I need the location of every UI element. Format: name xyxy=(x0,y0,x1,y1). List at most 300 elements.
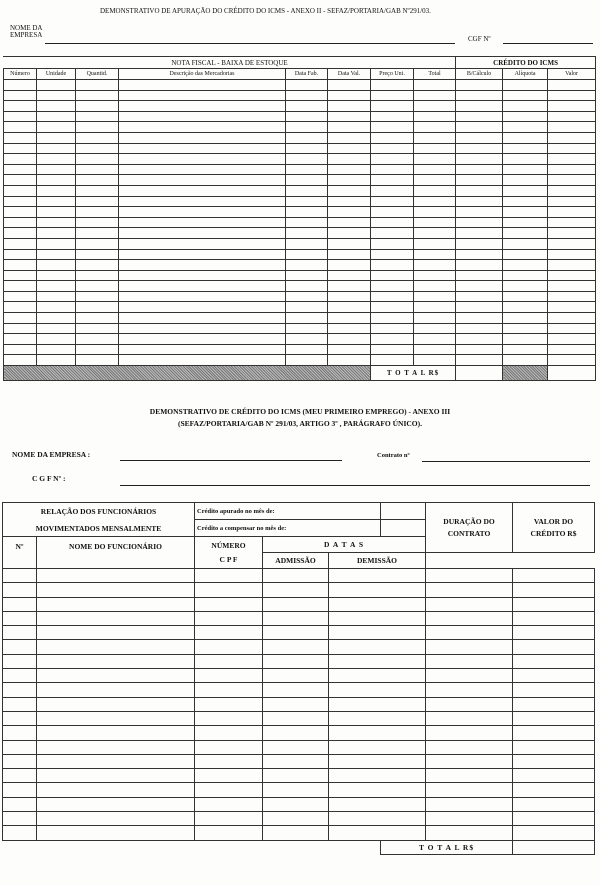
anexo3-cell[interactable] xyxy=(195,640,263,654)
anexo2-cell[interactable] xyxy=(119,334,286,345)
anexo2-cell[interactable] xyxy=(548,291,596,302)
anexo3-cell[interactable] xyxy=(37,783,195,797)
anexo2-cell[interactable] xyxy=(76,217,119,228)
anexo3-cell[interactable] xyxy=(263,726,329,740)
anexo2-cell[interactable] xyxy=(456,302,503,313)
anexo3-cell[interactable] xyxy=(3,640,37,654)
anexo2-cell[interactable] xyxy=(328,313,371,324)
anexo2-cell[interactable] xyxy=(76,143,119,154)
anexo2-cell[interactable] xyxy=(4,323,37,334)
anexo2-cell[interactable] xyxy=(456,207,503,218)
anexo2-cell[interactable] xyxy=(414,249,456,260)
anexo2-cell[interactable] xyxy=(371,355,414,366)
anexo2-cell[interactable] xyxy=(286,323,328,334)
anexo2-cell[interactable] xyxy=(503,323,548,334)
anexo2-cell[interactable] xyxy=(119,154,286,165)
anexo2-cell[interactable] xyxy=(371,344,414,355)
anexo2-cell[interactable] xyxy=(414,90,456,101)
anexo2-cell[interactable] xyxy=(328,291,371,302)
anexo2-cell[interactable] xyxy=(328,281,371,292)
anexo2-cell[interactable] xyxy=(119,344,286,355)
anexo2-cell[interactable] xyxy=(4,291,37,302)
anexo2-cell[interactable] xyxy=(456,313,503,324)
anexo2-cell[interactable] xyxy=(328,207,371,218)
anexo3-cell[interactable] xyxy=(37,583,195,597)
anexo3-cell[interactable] xyxy=(3,611,37,625)
anexo2-cell[interactable] xyxy=(414,122,456,133)
anexo2-cell[interactable] xyxy=(76,270,119,281)
anexo3-cell[interactable] xyxy=(329,812,426,826)
anexo3-cell[interactable] xyxy=(263,597,329,611)
anexo2-cell[interactable] xyxy=(371,143,414,154)
anexo3-cell[interactable] xyxy=(513,640,595,654)
anexo3-cell[interactable] xyxy=(263,769,329,783)
anexo3-cell[interactable] xyxy=(195,626,263,640)
anexo3-cell[interactable] xyxy=(426,669,513,683)
anexo3-cell[interactable] xyxy=(3,726,37,740)
anexo2-cell[interactable] xyxy=(286,270,328,281)
anexo2-cell[interactable] xyxy=(456,132,503,143)
anexo2-cell[interactable] xyxy=(456,344,503,355)
anexo2-cell[interactable] xyxy=(503,302,548,313)
anexo2-cell[interactable] xyxy=(119,175,286,186)
anexo2-cell[interactable] xyxy=(371,228,414,239)
anexo2-total-bcalc[interactable] xyxy=(456,366,503,381)
anexo3-cell[interactable] xyxy=(195,826,263,840)
anexo2-cell[interactable] xyxy=(548,90,596,101)
anexo2-cell[interactable] xyxy=(503,101,548,112)
anexo3-cell[interactable] xyxy=(513,812,595,826)
anexo2-cell[interactable] xyxy=(414,164,456,175)
anexo3-cell[interactable] xyxy=(37,626,195,640)
anexo3-cell[interactable] xyxy=(329,769,426,783)
anexo2-cell[interactable] xyxy=(371,281,414,292)
anexo2-cell[interactable] xyxy=(328,217,371,228)
anexo3-cell[interactable] xyxy=(37,740,195,754)
anexo2-cell[interactable] xyxy=(456,270,503,281)
anexo3-cell[interactable] xyxy=(263,683,329,697)
anexo2-cell[interactable] xyxy=(119,249,286,260)
anexo2-cell[interactable] xyxy=(503,228,548,239)
anexo2-cell[interactable] xyxy=(503,90,548,101)
anexo2-cell[interactable] xyxy=(37,249,76,260)
anexo2-cell[interactable] xyxy=(414,260,456,271)
anexo2-cell[interactable] xyxy=(286,228,328,239)
anexo2-cell[interactable] xyxy=(4,270,37,281)
anexo2-cell[interactable] xyxy=(328,355,371,366)
anexo3-cell[interactable] xyxy=(513,826,595,840)
anexo3-cell[interactable] xyxy=(263,569,329,583)
anexo2-cell[interactable] xyxy=(76,175,119,186)
anexo3-cell[interactable] xyxy=(37,569,195,583)
anexo2-cell[interactable] xyxy=(37,132,76,143)
anexo3-cell[interactable] xyxy=(329,797,426,811)
anexo2-cell[interactable] xyxy=(4,313,37,324)
anexo3-cell[interactable] xyxy=(329,626,426,640)
anexo3-cell[interactable] xyxy=(37,597,195,611)
anexo2-cell[interactable] xyxy=(548,260,596,271)
anexo2-cell[interactable] xyxy=(286,313,328,324)
anexo3-cell[interactable] xyxy=(3,654,37,668)
anexo2-cell[interactable] xyxy=(76,238,119,249)
anexo2-cell[interactable] xyxy=(76,249,119,260)
anexo3-cell[interactable] xyxy=(195,697,263,711)
anexo3-cell[interactable] xyxy=(263,826,329,840)
anexo3-cell[interactable] xyxy=(263,583,329,597)
anexo2-cell[interactable] xyxy=(119,101,286,112)
anexo2-cell[interactable] xyxy=(456,122,503,133)
anexo2-cell[interactable] xyxy=(76,228,119,239)
anexo3-cell[interactable] xyxy=(3,683,37,697)
anexo3-cell[interactable] xyxy=(263,611,329,625)
anexo2-cell[interactable] xyxy=(286,143,328,154)
anexo3-cell[interactable] xyxy=(3,697,37,711)
anexo2-cell[interactable] xyxy=(548,132,596,143)
anexo2-cell[interactable] xyxy=(37,238,76,249)
anexo2-cell[interactable] xyxy=(286,164,328,175)
anexo2-cell[interactable] xyxy=(548,196,596,207)
anexo2-cell[interactable] xyxy=(4,249,37,260)
anexo2-cell[interactable] xyxy=(503,164,548,175)
anexo2-cell[interactable] xyxy=(503,260,548,271)
anexo2-cell[interactable] xyxy=(286,175,328,186)
anexo3-cell[interactable] xyxy=(263,783,329,797)
anexo2-cell[interactable] xyxy=(76,344,119,355)
anexo2-cell[interactable] xyxy=(414,334,456,345)
anexo3-cell[interactable] xyxy=(195,669,263,683)
anexo2-cell[interactable] xyxy=(456,80,503,91)
anexo2-cell[interactable] xyxy=(328,196,371,207)
anexo2-cell[interactable] xyxy=(119,185,286,196)
anexo3-cell[interactable] xyxy=(263,654,329,668)
anexo2-cell[interactable] xyxy=(119,260,286,271)
anexo2-cell[interactable] xyxy=(328,111,371,122)
anexo3-cell[interactable] xyxy=(513,683,595,697)
anexo3-cell[interactable] xyxy=(195,611,263,625)
anexo3-cell[interactable] xyxy=(195,726,263,740)
anexo2-cell[interactable] xyxy=(76,101,119,112)
anexo3-cell[interactable] xyxy=(426,754,513,768)
anexo2-cell[interactable] xyxy=(414,80,456,91)
anexo3-cell[interactable] xyxy=(195,569,263,583)
anexo3-cell[interactable] xyxy=(329,683,426,697)
anexo2-cell[interactable] xyxy=(119,281,286,292)
anexo2-cell[interactable] xyxy=(37,154,76,165)
anexo3-cell[interactable] xyxy=(195,740,263,754)
anexo3-cell[interactable] xyxy=(329,697,426,711)
anexo2-cell[interactable] xyxy=(503,334,548,345)
anexo2-cell[interactable] xyxy=(4,281,37,292)
anexo2-cell[interactable] xyxy=(37,164,76,175)
anexo3-cell[interactable] xyxy=(195,597,263,611)
anexo2-cell[interactable] xyxy=(371,164,414,175)
anexo2-cell[interactable] xyxy=(503,154,548,165)
anexo2-cell[interactable] xyxy=(286,355,328,366)
anexo2-cell[interactable] xyxy=(548,122,596,133)
anexo2-cell[interactable] xyxy=(548,175,596,186)
anexo2-cell[interactable] xyxy=(119,323,286,334)
anexo2-cell[interactable] xyxy=(4,217,37,228)
anexo2-cell[interactable] xyxy=(503,143,548,154)
anexo2-cell[interactable] xyxy=(119,132,286,143)
anexo3-cell[interactable] xyxy=(3,769,37,783)
anexo3-cell[interactable] xyxy=(195,797,263,811)
anexo2-cell[interactable] xyxy=(286,154,328,165)
anexo2-cell[interactable] xyxy=(76,355,119,366)
anexo3-cell[interactable] xyxy=(426,826,513,840)
anexo3-cell[interactable] xyxy=(426,626,513,640)
anexo2-cell[interactable] xyxy=(548,207,596,218)
anexo2-cell[interactable] xyxy=(4,111,37,122)
anexo2-cell[interactable] xyxy=(4,228,37,239)
anexo2-cell[interactable] xyxy=(286,185,328,196)
anexo2-cell[interactable] xyxy=(37,291,76,302)
anexo3-cell[interactable] xyxy=(195,711,263,725)
anexo2-cell[interactable] xyxy=(76,334,119,345)
anexo2-cell[interactable] xyxy=(548,101,596,112)
anexo3-contrato-field[interactable] xyxy=(422,461,590,462)
anexo2-cell[interactable] xyxy=(328,260,371,271)
anexo2-cell[interactable] xyxy=(37,185,76,196)
anexo2-cell[interactable] xyxy=(328,249,371,260)
anexo3-cell[interactable] xyxy=(3,626,37,640)
anexo3-cell[interactable] xyxy=(37,726,195,740)
anexo2-cell[interactable] xyxy=(414,196,456,207)
anexo2-cell[interactable] xyxy=(503,122,548,133)
anexo2-cell[interactable] xyxy=(37,302,76,313)
anexo2-cell[interactable] xyxy=(548,302,596,313)
anexo2-cell[interactable] xyxy=(371,270,414,281)
anexo2-cell[interactable] xyxy=(37,323,76,334)
anexo2-cell[interactable] xyxy=(371,313,414,324)
anexo2-cell[interactable] xyxy=(548,355,596,366)
anexo2-cell[interactable] xyxy=(414,270,456,281)
anexo3-cell[interactable] xyxy=(513,626,595,640)
anexo2-cell[interactable] xyxy=(4,175,37,186)
anexo2-cell[interactable] xyxy=(414,175,456,186)
anexo3-cell[interactable] xyxy=(513,740,595,754)
anexo2-cell[interactable] xyxy=(37,175,76,186)
anexo3-cell[interactable] xyxy=(513,597,595,611)
anexo2-cell[interactable] xyxy=(503,344,548,355)
anexo2-cell[interactable] xyxy=(548,185,596,196)
anexo2-cell[interactable] xyxy=(371,132,414,143)
anexo2-cell[interactable] xyxy=(328,185,371,196)
anexo2-cell[interactable] xyxy=(328,101,371,112)
anexo2-cell[interactable] xyxy=(328,228,371,239)
anexo3-cell[interactable] xyxy=(3,583,37,597)
anexo2-cell[interactable] xyxy=(286,344,328,355)
anexo3-cell[interactable] xyxy=(426,697,513,711)
anexo2-cell[interactable] xyxy=(371,217,414,228)
anexo2-cell[interactable] xyxy=(328,175,371,186)
anexo2-cell[interactable] xyxy=(4,344,37,355)
anexo2-cell[interactable] xyxy=(328,90,371,101)
anexo2-cell[interactable] xyxy=(4,334,37,345)
anexo3-cell[interactable] xyxy=(37,611,195,625)
anexo2-cell[interactable] xyxy=(286,101,328,112)
anexo2-cell[interactable] xyxy=(414,101,456,112)
anexo3-cell[interactable] xyxy=(513,669,595,683)
anexo2-cell[interactable] xyxy=(456,90,503,101)
anexo2-cell[interactable] xyxy=(76,281,119,292)
anexo2-cell[interactable] xyxy=(328,143,371,154)
anexo3-cell[interactable] xyxy=(263,626,329,640)
anexo2-cell[interactable] xyxy=(76,323,119,334)
anexo2-cell[interactable] xyxy=(503,111,548,122)
anexo2-cell[interactable] xyxy=(119,196,286,207)
anexo2-cell[interactable] xyxy=(37,344,76,355)
anexo3-cell[interactable] xyxy=(3,669,37,683)
anexo2-cell[interactable] xyxy=(548,249,596,260)
anexo2-cell[interactable] xyxy=(503,132,548,143)
anexo2-cell[interactable] xyxy=(371,154,414,165)
anexo2-cell[interactable] xyxy=(456,238,503,249)
anexo2-cell[interactable] xyxy=(37,101,76,112)
anexo2-cell[interactable] xyxy=(76,111,119,122)
anexo2-cell[interactable] xyxy=(371,238,414,249)
anexo2-cell[interactable] xyxy=(37,228,76,239)
anexo2-cell[interactable] xyxy=(456,154,503,165)
anexo2-cell[interactable] xyxy=(503,249,548,260)
anexo2-cell[interactable] xyxy=(414,111,456,122)
anexo2-cell[interactable] xyxy=(286,302,328,313)
anexo2-cell[interactable] xyxy=(76,122,119,133)
anexo3-cell[interactable] xyxy=(37,683,195,697)
anexo2-cell[interactable] xyxy=(548,344,596,355)
anexo2-cell[interactable] xyxy=(328,334,371,345)
anexo3-cell[interactable] xyxy=(3,783,37,797)
anexo2-cell[interactable] xyxy=(76,80,119,91)
anexo2-cell[interactable] xyxy=(503,185,548,196)
anexo3-cell[interactable] xyxy=(329,597,426,611)
anexo2-cell[interactable] xyxy=(119,291,286,302)
anexo2-cell[interactable] xyxy=(119,238,286,249)
anexo2-cell[interactable] xyxy=(371,323,414,334)
anexo2-cell[interactable] xyxy=(37,270,76,281)
anexo3-cell[interactable] xyxy=(329,611,426,625)
anexo2-cell[interactable] xyxy=(119,80,286,91)
anexo2-cell[interactable] xyxy=(4,238,37,249)
anexo2-cell[interactable] xyxy=(37,196,76,207)
anexo2-cell[interactable] xyxy=(37,111,76,122)
anexo2-cell[interactable] xyxy=(371,185,414,196)
anexo2-cell[interactable] xyxy=(37,90,76,101)
anexo2-cell[interactable] xyxy=(548,217,596,228)
anexo3-cell[interactable] xyxy=(329,783,426,797)
anexo2-cell[interactable] xyxy=(4,355,37,366)
anexo2-nome-field[interactable] xyxy=(45,43,455,44)
anexo3-cell[interactable] xyxy=(195,783,263,797)
anexo3-cell[interactable] xyxy=(263,697,329,711)
anexo2-cell[interactable] xyxy=(328,154,371,165)
anexo2-cell[interactable] xyxy=(371,207,414,218)
anexo3-nome-empresa-field[interactable] xyxy=(120,460,342,461)
anexo3-cell[interactable] xyxy=(263,640,329,654)
anexo2-cell[interactable] xyxy=(76,185,119,196)
anexo3-cell[interactable] xyxy=(195,583,263,597)
anexo3-cell[interactable] xyxy=(37,640,195,654)
anexo2-cell[interactable] xyxy=(371,122,414,133)
anexo2-cell[interactable] xyxy=(286,260,328,271)
anexo2-cell[interactable] xyxy=(37,355,76,366)
anexo2-cell[interactable] xyxy=(76,196,119,207)
anexo2-cell[interactable] xyxy=(37,217,76,228)
anexo2-cell[interactable] xyxy=(76,164,119,175)
anexo2-cell[interactable] xyxy=(328,132,371,143)
anexo2-cell[interactable] xyxy=(286,80,328,91)
anexo2-cell[interactable] xyxy=(414,344,456,355)
anexo2-cell[interactable] xyxy=(76,291,119,302)
anexo2-cell[interactable] xyxy=(4,302,37,313)
anexo2-cell[interactable] xyxy=(503,281,548,292)
anexo2-cell[interactable] xyxy=(456,228,503,239)
anexo3-cell[interactable] xyxy=(3,812,37,826)
anexo2-cell[interactable] xyxy=(414,323,456,334)
anexo2-cell[interactable] xyxy=(371,249,414,260)
anexo2-cell[interactable] xyxy=(286,291,328,302)
anexo2-cell[interactable] xyxy=(548,281,596,292)
anexo3-cell[interactable] xyxy=(329,726,426,740)
anexo2-cell[interactable] xyxy=(4,185,37,196)
anexo3-cell[interactable] xyxy=(195,812,263,826)
anexo2-cell[interactable] xyxy=(76,132,119,143)
anexo2-cell[interactable] xyxy=(371,111,414,122)
anexo2-cell[interactable] xyxy=(456,185,503,196)
anexo2-cell[interactable] xyxy=(37,334,76,345)
anexo2-cell[interactable] xyxy=(414,207,456,218)
anexo3-cell[interactable] xyxy=(513,569,595,583)
anexo2-cell[interactable] xyxy=(548,313,596,324)
anexo2-cell[interactable] xyxy=(503,196,548,207)
anexo2-cell[interactable] xyxy=(4,143,37,154)
anexo2-cell[interactable] xyxy=(37,281,76,292)
anexo2-cell[interactable] xyxy=(4,90,37,101)
anexo3-cell[interactable] xyxy=(37,711,195,725)
anexo2-cell[interactable] xyxy=(119,217,286,228)
anexo2-cell[interactable] xyxy=(37,122,76,133)
anexo2-cell[interactable] xyxy=(286,281,328,292)
credito-apurado-field[interactable] xyxy=(381,503,426,520)
anexo2-cell[interactable] xyxy=(328,80,371,91)
anexo2-cell[interactable] xyxy=(4,260,37,271)
anexo2-cell[interactable] xyxy=(119,164,286,175)
anexo3-cell[interactable] xyxy=(37,754,195,768)
anexo2-cell[interactable] xyxy=(286,122,328,133)
anexo2-cell[interactable] xyxy=(371,175,414,186)
anexo2-cell[interactable] xyxy=(286,334,328,345)
anexo2-cell[interactable] xyxy=(4,132,37,143)
anexo2-cell[interactable] xyxy=(456,249,503,260)
anexo2-cell[interactable] xyxy=(4,164,37,175)
anexo2-cell[interactable] xyxy=(414,313,456,324)
anexo3-cell[interactable] xyxy=(329,640,426,654)
anexo2-cell[interactable] xyxy=(76,260,119,271)
anexo2-cell[interactable] xyxy=(371,291,414,302)
anexo2-cell[interactable] xyxy=(328,270,371,281)
anexo3-cell[interactable] xyxy=(195,683,263,697)
anexo2-cell[interactable] xyxy=(414,217,456,228)
anexo2-cell[interactable] xyxy=(414,154,456,165)
anexo3-cell[interactable] xyxy=(426,726,513,740)
anexo2-cell[interactable] xyxy=(119,90,286,101)
anexo3-cell[interactable] xyxy=(426,740,513,754)
anexo2-cell[interactable] xyxy=(119,143,286,154)
anexo3-cell[interactable] xyxy=(37,797,195,811)
anexo3-cell[interactable] xyxy=(195,654,263,668)
anexo3-cell[interactable] xyxy=(426,797,513,811)
anexo3-cell[interactable] xyxy=(329,711,426,725)
